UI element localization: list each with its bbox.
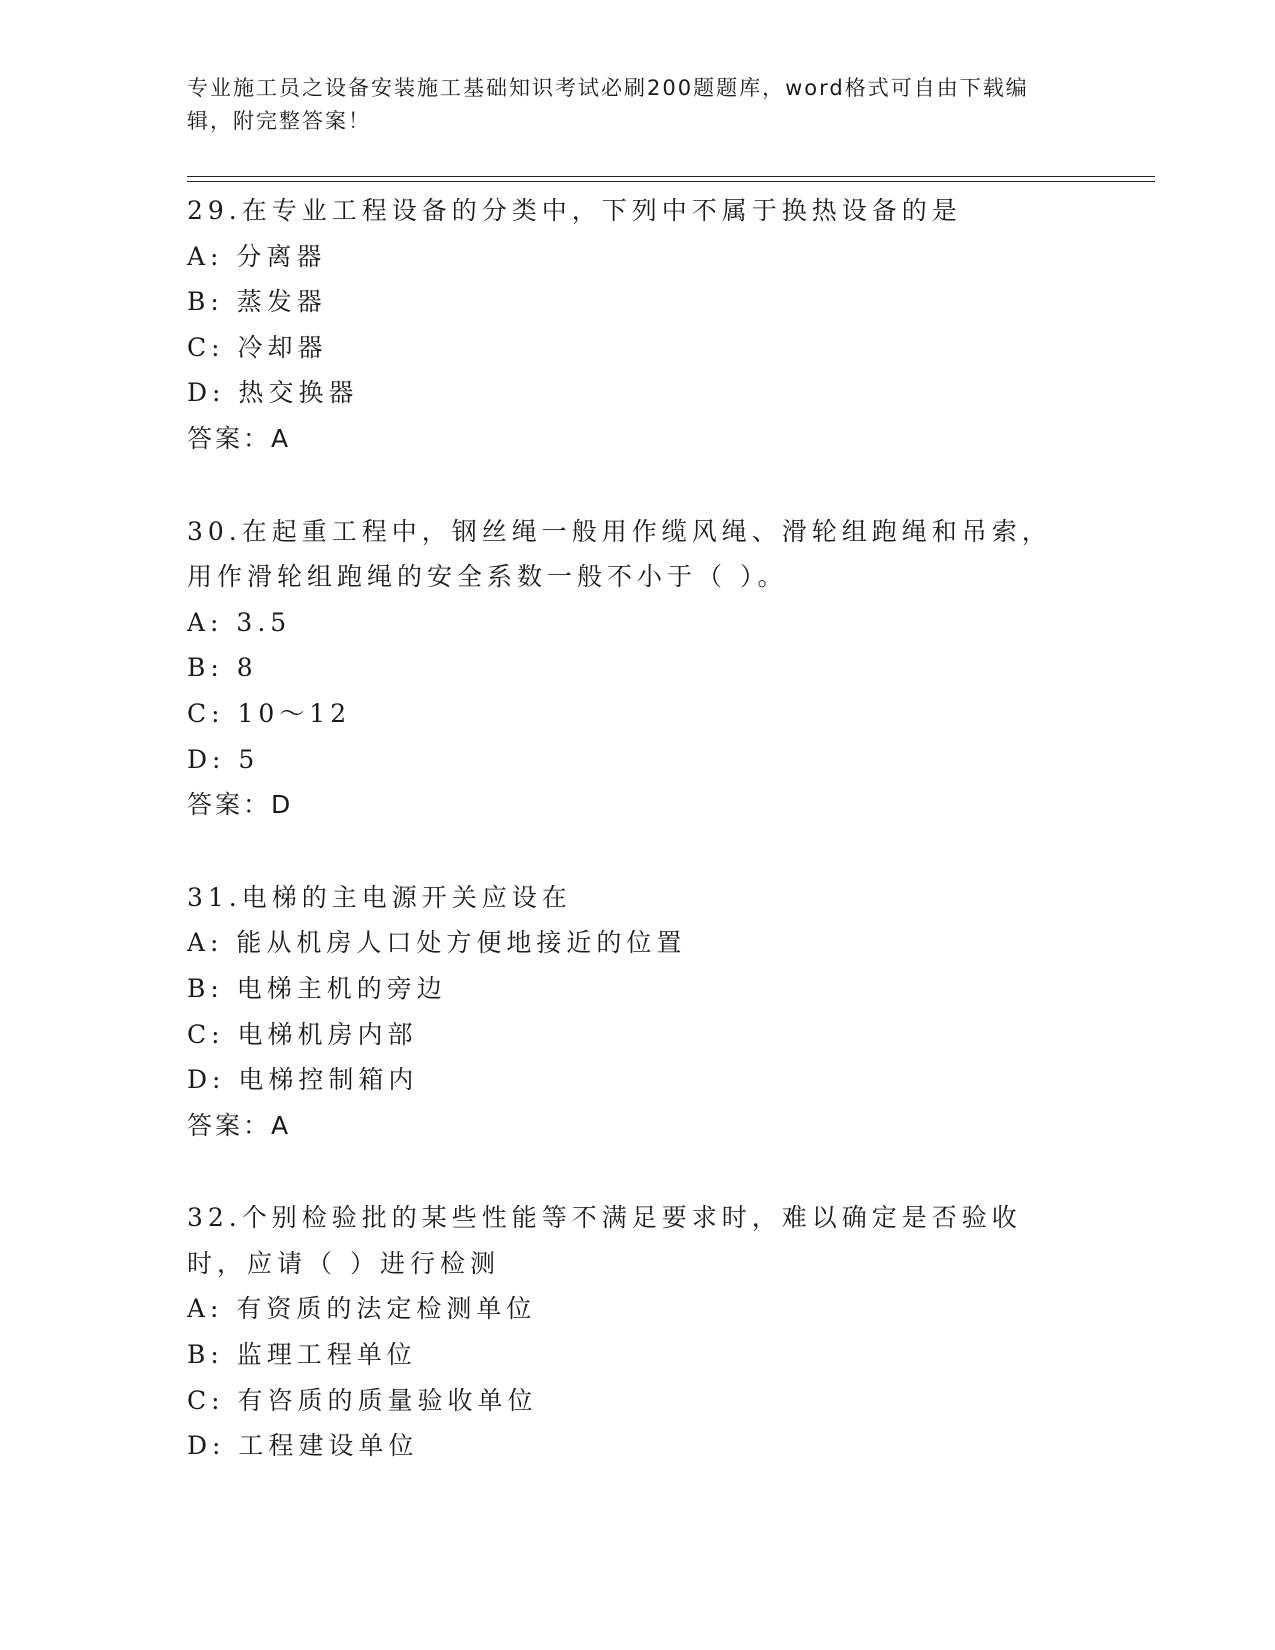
- question-list: [187, 188, 1087, 1516]
- answer-line: 答案：A: [187, 1110, 292, 1140]
- document-header: [187, 72, 1067, 138]
- option-b: B: 监理工程单位: [187, 1340, 417, 1370]
- question-31: [187, 875, 1087, 1149]
- answer-line: 答案：D: [187, 790, 294, 820]
- question-30: [187, 509, 1087, 828]
- option-c: C: 10～12: [187, 698, 352, 728]
- header-divider-top: [187, 176, 1155, 177]
- header-divider-bottom: [187, 181, 1155, 182]
- answer-line: 答案：A: [187, 423, 292, 453]
- option-c: C: 电梯机房内部: [187, 1019, 418, 1049]
- option-d: D: 工程建设单位: [187, 1431, 419, 1461]
- option-a: A: 能从机房人口处方便地接近的位置: [187, 928, 687, 958]
- option-d: D: 电梯控制箱内: [187, 1065, 419, 1095]
- option-c: C: 冷却器: [187, 332, 328, 362]
- header-title: 专业施工员之设备安装施工基础知识考试必刷200题题库，word格式可自由下载编辑，附完整答案！: [187, 76, 1029, 133]
- option-d: D: 5: [187, 744, 260, 774]
- option-b: B: 电梯主机的旁边: [187, 973, 447, 1003]
- option-a: A: 有资质的法定检测单位: [187, 1294, 537, 1324]
- question-stem: 29.在专业工程设备的分类中，下列中不属于换热设备的是: [187, 196, 962, 225]
- option-b: B: 8: [187, 653, 258, 683]
- question-stem: 31.电梯的主电源开关应设在: [187, 882, 572, 912]
- question-stem: 30.在起重工程中，钢丝绳一般用作缆风绳、滑轮组跑绳和吊索，用作滑轮组跑绳的安全系数一般不小于（ ）。: [187, 516, 1052, 592]
- option-c: C: 有咨质的质量验收单位: [187, 1385, 538, 1415]
- option-b: B: 蒸发器: [187, 287, 327, 317]
- question-32: [187, 1195, 1087, 1469]
- option-a: A: 分离器: [187, 241, 327, 271]
- option-a: A: 3.5: [187, 607, 292, 637]
- question-29: [187, 188, 1087, 462]
- question-stem: 32.个别检验批的某些性能等不满足要求时，难以确定是否验收时，应请（ ）进行检测: [187, 1203, 1022, 1278]
- option-d: D: 热交换器: [187, 378, 359, 408]
